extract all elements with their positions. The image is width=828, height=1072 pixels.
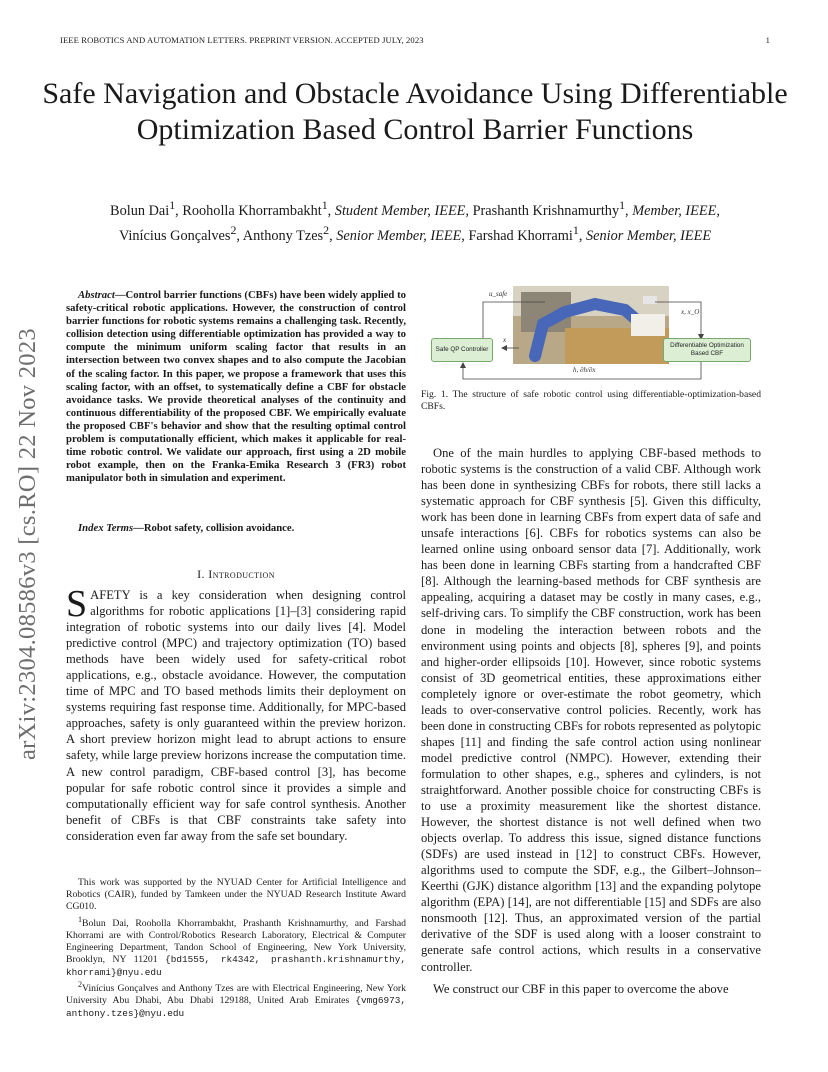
label-x: x <box>503 336 507 344</box>
label-h-gradient: h, ∂h/∂x <box>573 366 596 374</box>
funding-note: This work was supported by the NYUAD Center for Artificial Intelligence and Robotics (CAIR), funded by Tamkeen under the NYUAD Research Institute Award CG010. <box>66 877 406 913</box>
author-line-2: Vinícius Gonçalves$^2$, Anthony Tzes$^2$, Senior Member, IEEE, Farshad Khorrami$^1$, Senior Member, IEEE <box>118 222 712 244</box>
page-number: 1 <box>765 35 770 45</box>
abstract-label: Abstract <box>78 289 115 301</box>
index-terms <box>66 522 406 535</box>
figure-1 <box>425 286 757 386</box>
label-x-xo: x, x_O <box>681 308 700 316</box>
abstract-text: —Control barrier functions (CBFs) have been widely applied to safety-critical robotic applications. However, the construction of control barrier functions for robotic systems remains a challenging task. Recently, collision detection using differentiable optimization has provided a way to compute the minimum uniform scaling factor that results in an intersection between two convex shapes and to also compute the Jacobian of the scaling factor. In this paper, we propose a framework that uses this scaling factor, with an offset, to systematically define a CBF for obstacle avoidance tasks. We provide theoretical analyses of the continuity and continuous differentiability of the proposed CBF. We empirically evaluate the proposed CBF's behavior and show that the resulting optimal control problem is computationally efficient, which makes it applicable for real-time robotic control. We validate our approach, first using a 2D mobile robot example, then on the Franka-Emika Research 3 (FR3) robot manipulator both in simulation and experiment. <box>66 289 406 485</box>
body-paragraph-1: One of the main hurdles to applying CBF-based methods to robotic systems is the construction of a valid CBF. Although work has been done in synthesizing CBFs for robots, there still lacks a systematic approach for CBF synthesis [5]. Given this difficulty, work has been done in learning CBFs from expert data of safe and unsafe interactions [6]. CBFs for robotics systems can also be learned online using onboard sensor data [7]. Additionally, work has been done in learning CBFs starting from a handcrafted CBF [8]. Although the learning-based methods for CBF synthesis are appealing, acquiring a dataset may be costly in many cases, e.g., self-driving cars. To simplify the CBF construction, work has been done in modeling the interaction between robots and the environment using points and objects [8], spheres [9], and points and higher-order ellipsoids [10]. However, since robotic systems consist of 3D geometrical entities, these approximations either completely ignore or over-estimate the robot geometry, which leads to over-conservative control policies. Recently, work has been done in constructing CBFs for robots represented as polytopic shapes [11] and finding the safe control action using nonlinear model predictive control (NMPC). However, extending their formulation to other shapes, e.g., spheres and cylinders, is not straightforward. Another possible choice for constructing CBFs is to use a proximity measurement like the shortest distance. However, the shortest distance is not well defined when two objects overlap. To address this issue, signed distance functions (SDFs) are used instead in [12] to construct CBFs. However, algorithms used to compute the SDF, e.g., the Gilbert–Johnson–Keerthi (GJK) distance algorithm [13] and the expanding polytope algorithm (EPA) [14], are not differentiable [15] and SDFs are also nonsmooth [12]. Thus, an approximated version of the partial derivative of the SDF is used along with a looser constraint to generate safe control actions, which results in a conservative controller. <box>421 446 761 974</box>
figure-caption: Fig. 1. The structure of safe robotic control using differentiable-optimization-based CBFs. <box>421 389 761 412</box>
body-paragraph-2: We construct our CBF in this paper to overcome the above <box>433 981 729 996</box>
safe-qp-controller-box: Safe QP Controller <box>431 338 493 362</box>
right-column-body <box>421 445 761 997</box>
affiliation-note-2: $^2$Vinícius Gonçalves and Anthony Tzes are with Electrical Engineering, New York University Abu Dhabi, Abu Dhabi 129188, United Arab Emirates {vmg6973, anthony.tzes}@nyu.edu <box>66 979 406 1019</box>
label-usafe: u_safe <box>489 290 508 298</box>
intro-text: AFETY is a key consideration when designing control algorithms for robotic applications [1]–[3] considering rapid integration of robotic systems into our daily lives [4]. Model predictive control (MPC) and trajectory optimization (TO) based methods have been widely used for safety-critical robot applications, e.g., obstacle avoidance. However, the computation time of MPC and TO based methods limits their deployment on systems requiring fast response time. Additionally, for MPC-based approaches, safety is only guaranteed within the preview horizon. A short preview horizon might lead to abrupt actions to ensure safety, while large preview horizons increase the computation time. A new control paradigm, CBF-based control [3], has become popular for safe robotic control since it provides a simple and computationally efficient way for safe control synthesis. Another benefit of CBFs is that CBF constraints take safety into consideration even far away from the safe set boundary. <box>66 588 406 843</box>
intro-paragraph <box>66 583 406 844</box>
author-line-1: Bolun Dai$^1$, Rooholla Khorrambakht$^1$, Student Member, IEEE, Prashanth Krishnamurthy$^1$, Member, IEEE, <box>110 198 720 219</box>
abstract <box>66 289 406 485</box>
journal-header: IEEE ROBOTICS AND AUTOMATION LETTERS. PREPRINT VERSION. ACCEPTED JULY, 2023 <box>60 35 424 45</box>
author-list <box>40 196 790 246</box>
paper-title: Safe Navigation and Obstacle Avoidance Using Differentiable Optimization Based Control Barrier Functions <box>42 77 788 146</box>
arxiv-stamp: arXiv:2304.08586v3 [cs.RO] 22 Nov 2023 <box>14 328 41 760</box>
footnotes <box>66 877 406 1020</box>
dropcap: S <box>66 583 88 625</box>
running-header <box>60 35 770 45</box>
index-terms-text: —Robot safety, collision avoidance. <box>133 522 295 534</box>
diff-opt-cbf-box: Differentiable Optimization Based CBF <box>663 338 751 362</box>
affiliation-note-1: $^1$Bolun Dai, Rooholla Khorrambakht, Prashanth Krishnamurthy, and Farshad Khorrami are with Control/Robotics Research Laboratory, Electrical & Computer Engineering Department, Tandon School of Engineering, New York University, Brooklyn, NY 11201 {bd1555, rk4342, prashanth.krishnamurthy, khorrami}@nyu.edu <box>66 914 406 978</box>
section-heading: I. Introduction <box>197 567 275 581</box>
index-terms-label: Index Terms <box>78 522 134 534</box>
